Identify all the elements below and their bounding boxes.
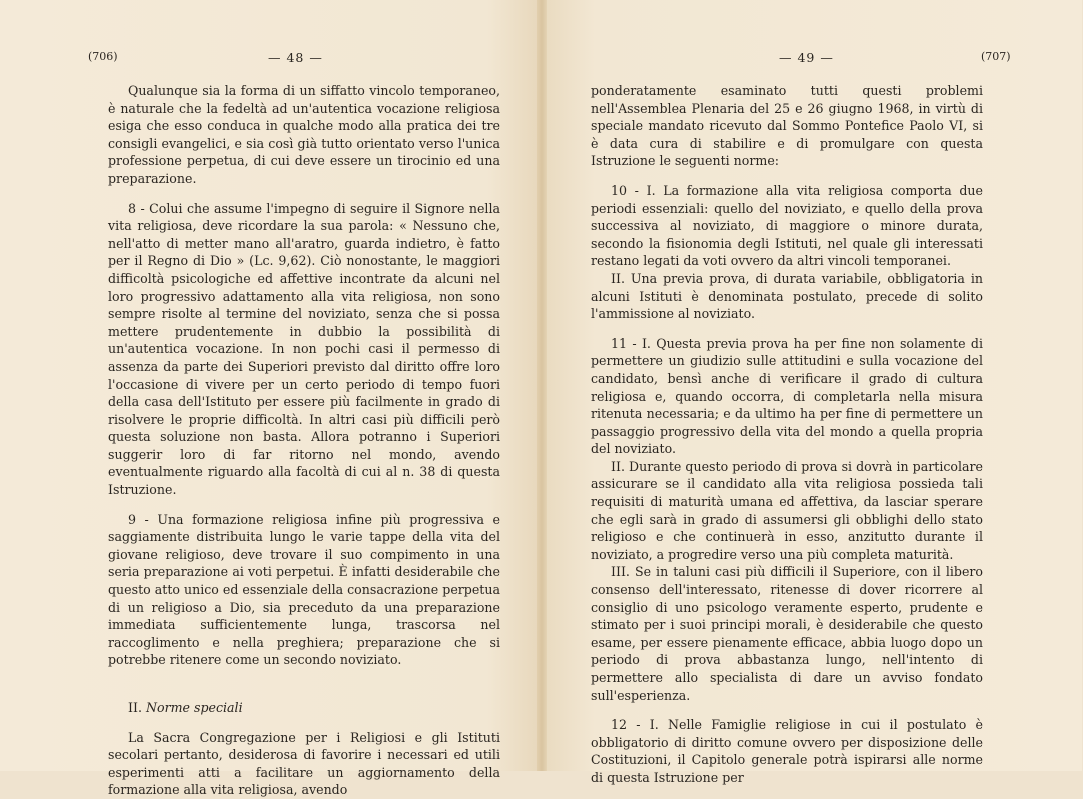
- paragraph: II. Una previa prova, di durata variabile, obbligatoria in alcuni Istituti è denominata postulato, precede di solito l'ammissione al noviziato.: [591, 270, 983, 322]
- right-page-body: [591, 82, 983, 787]
- paragraph: 10 - I. La formazione alla vita religiosa comporta due periodi essenziali: quello del noviziato, e quello della prova successiva al noviziato, di maggiore o minore durata, secondo la fisionomia degli Istituti, nel quale gli interessati restano legati da voti ovvero da altri vincoli temporanei.: [591, 182, 983, 269]
- section-title: Norme speciali: [145, 700, 243, 715]
- section-heading: [108, 699, 500, 717]
- paragraph: 9 - Una formazione religiosa infine più progressiva e saggiamente distribuita lungo le varie tappe della vita del giovane religioso, deve trovare il suo compimento in una seria preparazione ai voti perpetui. È infatti desiderabile che questo atto unico ed essenziale della consacrazione perpetua di un religioso a Dio, sia preceduto da una preparazione immediata sufficientemente lunga, trascorsa nel raccoglimento e nella preghiera; preparazione che si potrebbe ritenere come un secondo noviziato.: [108, 511, 500, 668]
- right-page-margin-number: (707): [981, 50, 1011, 63]
- left-page-body: [108, 82, 500, 799]
- paragraph: Qualunque sia la forma di un siffatto vincolo temporaneo, è naturale che la fedeltà ad un'autentica vocazione religiosa esiga che esso conduca in qualche modo alla pratica dei tre consigli evangelici, e sia così già tutto orientato verso l'unica professione perpetua, di cui deve essere un tirocinio ed una preparazione.: [108, 83, 500, 186]
- paragraph: La Sacra Congregazione per i Religiosi e gli Istituti secolari pertanto, desiderosa di favorire i necessari ed utili esperimenti atti a facilitare un aggiornamento della formazione alla vita religiosa, avendo: [108, 729, 500, 798]
- paragraph: II. Durante questo periodo di prova si dovrà in particolare assicurare se il candidato alla vita religiosa possieda tali requisiti di maturità umana ed affettiva, da lasciar sperare che egli sarà in grado di assumersi gli obblighi dello stato religioso e che continuerà in esso, anzitutto durante il noviziato, a progredire verso una più completa maturità.: [591, 458, 983, 562]
- left-page: [0, 0, 541, 798]
- left-page-number: — 48 —: [268, 50, 323, 65]
- right-page-number: — 49 —: [779, 50, 834, 65]
- left-page-margin-number: (706): [88, 50, 118, 63]
- book-gutter: [537, 0, 547, 771]
- paragraph: III. Se in taluni casi più difficili il Superiore, con il libero consenso dell'interessato, ritenesse di dover ricorrere al consiglio di uno psicologo veramente esperto, prudente e stimato per i suoi principi morali, è desiderabile che questo esame, per essere pienamente efficace, abbia luogo dopo un periodo di prova abbastanza lungo, nell'intento di permettere allo specialista di dare un avviso fondato sull'esperienza.: [591, 564, 983, 703]
- paragraph: ponderatamente esaminato tutti questi problemi nell'Assemblea Plenaria del 25 e 26 giugno 1968, in virtù di speciale mandato ricevuto dal Sommo Pontefice Paolo VI, si è data cura di stabilire e di promulgare con questa Istruzione le seguenti norme:: [591, 83, 983, 169]
- paragraph: 12 - I. Nelle Famiglie religiose in cui il postulato è obbligatorio di diritto comune ovvero per disposizione delle Costituzioni, il Capitolo generale potrà ispirarsi alle norme di questa Istruzione per: [591, 717, 983, 785]
- right-page: [541, 0, 1082, 785]
- paragraph: 8 - Colui che assume l'impegno di seguire il Signore nella vita religiosa, deve ricordare la sua parola: « Nessuno che, nell'atto di metter mano all'aratro, guarda indietro, è fatto per il Regno di Dio » (Lc. 9,62). Ciò nonostante, le maggiori difficoltà psicologiche ed affettive incontrate da alcuni nel loro progressivo adattamento alla vita religiosa, non sono sempre risolte al termine del noviziato, senza che si possa mettere prudentemente in dubbio la possibilità di un'autentica vocazione. In non pochi casi il permesso di assenza da parte dei Superiori previsto dal diritto offre loro l'occasione di vivere per un certo periodo di tempo fuori della casa dell'Istituto per essere più facilmente in grado di risolvere le proprie difficoltà. In altri casi più difficili però questa soluzione non basta. Allora potranno i Superiori suggerir loro di far ritorno nel mondo, avendo eventualmente riguardo alla facoltà di cui al n. 38 di questa Istruzione.: [108, 200, 500, 498]
- section-numeral: II.: [128, 700, 142, 715]
- paragraph: 11 - I. Questa previa prova ha per fine non solamente di permettere un giudizio sulle attitudini e sulla vocazione del candidato, bensì anche di verificare il grado di cultura religiosa e, quando occorra, di completarla nella misura ritenuta necessaria; e da ultimo ha per fine di permettere un passaggio progressivo della vita del mondo a quella propria del noviziato.: [591, 335, 983, 457]
